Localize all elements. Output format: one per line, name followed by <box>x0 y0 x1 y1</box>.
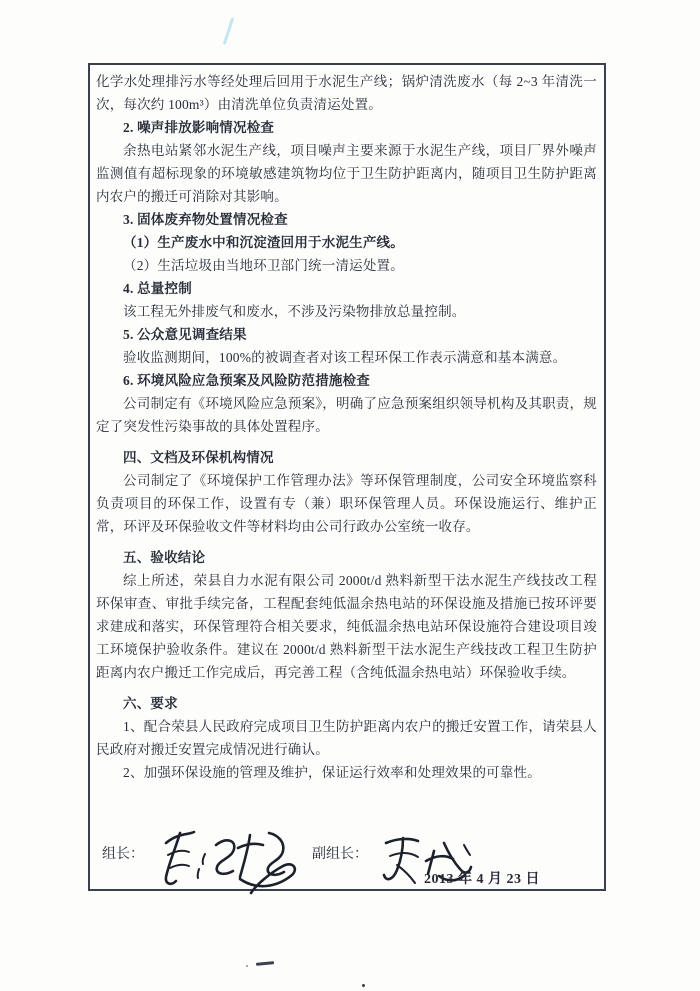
sub-item-domestic-garbage: （2）生活垃圾由当地环卫部门统一清运处置。 <box>123 258 404 273</box>
section-heading-acceptance-conclusion: 五、验收结论 <box>123 550 206 565</box>
paragraph-documents-and-epa-org: 公司制定了《环境保护工作管理办法》等环保管理制度，公司安全环境监察科负责项目的环保工作，设置有专（兼）职环保管理人员。环保设施运行、维护正常，环评及环保验收文件等材料均由公司行政办公室统一收存。 <box>96 473 597 534</box>
section-heading-documents-and-epa-org: 四、文档及环保机构情况 <box>123 450 274 465</box>
scan-artifact-blue-slash <box>223 17 235 45</box>
paragraph-requirement-maintenance: 2、加强环保设施的管理及维护，保证运行效率和处理效果的可靠性。 <box>123 765 541 780</box>
document-date: 2013 年 4 月 23 日 <box>424 872 540 887</box>
leader-handwritten-signature <box>150 823 310 899</box>
heading-environmental-risk-plan-check: 6. 环境风险应急预案及风险防范措施检查 <box>123 373 370 388</box>
paragraph-requirement-relocation: 1、配合荣县人民政府完成项目卫生防护距离内农户的搬迁安置工作，请荣县人民政府对搬迁安置完成情况进行确认。 <box>96 719 597 757</box>
leader-label: 组长： <box>102 847 144 862</box>
sub-item-production-wastewater: （1）生产废水中和沉淀渣回用于水泥生产线。 <box>123 235 404 250</box>
scan-artifact-dash <box>256 961 274 966</box>
heading-solid-waste-check: 3. 固体废弃物处置情况检查 <box>123 212 288 227</box>
scan-artifact-dot <box>246 965 248 967</box>
paragraph-public-opinion-result: 验收监测期间，100%的被调查者对该工程环保工作表示满意和基本满意。 <box>123 350 567 365</box>
paragraph-acceptance-conclusion: 综上所述，荣县自力水泥有限公司 2000t/d 熟料新型干法水泥生产线技改工程环保审查、审批手续完备，工程配套纯低温余热电站的环保设施及措施已按环评要求建成和落实，环保管理符合相关要求，纯低温余热电站环保设施符合建设项目竣工环境保护验收条件。建议在 2000t/d 熟料新型干法水泥生产线技改工程卫生防护距离内农户搬迁工作完成后，再完善工程（含纯低温余热电站）环保验收手续。 <box>96 573 597 680</box>
paragraph-emergency-plan: 公司制定有《环境风险应急预案》，明确了应急预案组织领导机构及其职责，规定了突发性污染事故的具体处置程序。 <box>96 396 597 434</box>
heading-public-opinion-survey: 5. 公众意见调查结果 <box>123 327 247 342</box>
deputy-leader-label: 副组长： <box>312 847 368 862</box>
heading-total-amount-control: 4. 总量控制 <box>123 281 192 296</box>
section-heading-requirements: 六、要求 <box>123 696 178 711</box>
paragraph-total-amount-control: 该工程无外排废气和废水，不涉及污染物排放总量控制。 <box>123 304 466 319</box>
scan-artifact-dot <box>362 984 365 987</box>
paragraph-noise-impact: 余热电站紧邻水泥生产线，项目噪声主要来源于水泥生产线，项目厂界外噪声监测值有超标现象的环境敏感建筑物均位于卫生防护距离内，随项目卫生防护距离内农户的搬迁可消除对其影响。 <box>96 143 597 204</box>
heading-noise-impact-check: 2. 噪声排放影响情况检查 <box>123 120 275 135</box>
paragraph-wastewater-reuse-continuation: 化学水处理排污水等经处理后回用于水泥生产线；锅炉清洗废水（每 2~3 年清洗一次，每次约 100m³）由清洗单位负责清运处置。 <box>96 74 597 112</box>
form-cell <box>88 63 606 891</box>
